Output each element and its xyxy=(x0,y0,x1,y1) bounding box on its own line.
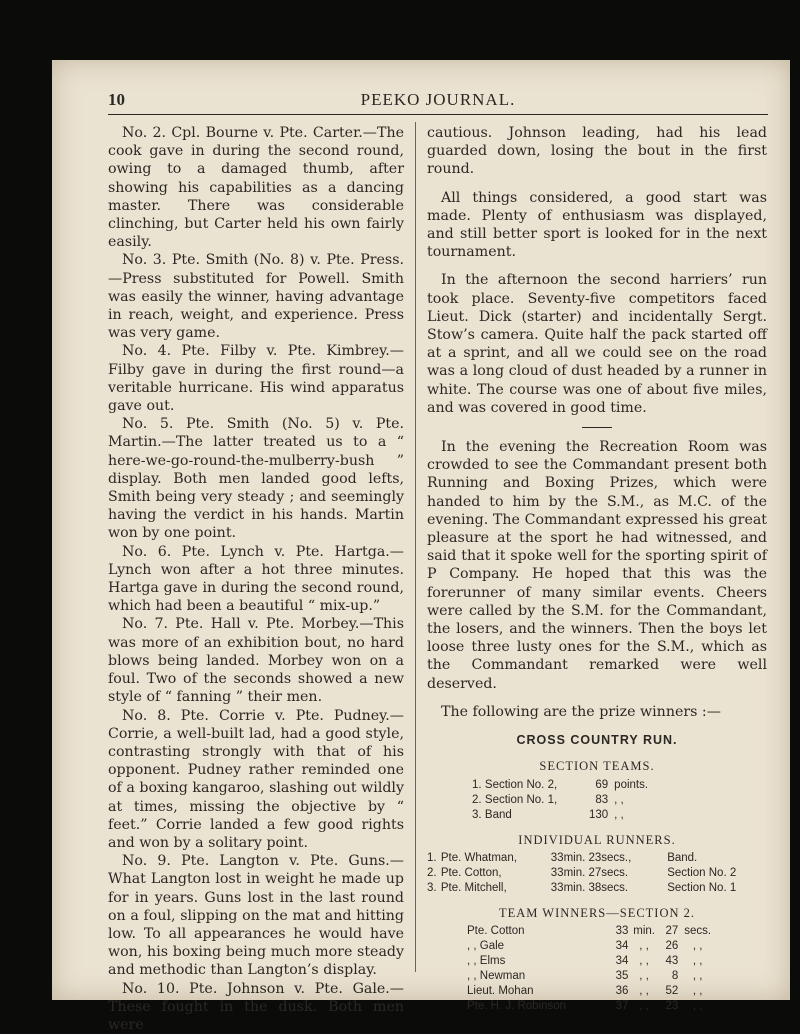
seconds: 27 xyxy=(665,924,679,937)
body-paragraph: In the afternoon the second harriers’ run took place. Seventy-five competitors faced Lieut. Dick (starter) and incidentally Sergt. Stow’s camera. Quite half the pack started off at a sprint, and all we could see on the road was a long cloud of dust headed by a runner in white. The course was one of about five miles, and was covered in good time. xyxy=(427,272,767,416)
individual-runners-table xyxy=(427,851,767,896)
minutes-unit: min. xyxy=(633,924,655,937)
team-name: Section No. 1, xyxy=(484,793,558,806)
section-teams-table xyxy=(472,778,662,823)
minutes-unit: , , xyxy=(639,984,649,997)
seconds-unit: , , xyxy=(692,984,703,997)
table-row xyxy=(467,984,717,999)
table-row xyxy=(427,851,767,866)
points-unit: points. xyxy=(614,778,649,791)
bout-paragraph: No. 3. Pte. Smith (No. 8) v. Pte. Press.—Press substituted for Powell. Smith was easily the winner, having advantage in reach, weight, and experience. Press was very game. xyxy=(108,252,404,342)
body-paragraph: All things considered, a good start was made. Plenty of enthusiasm was displayed, and still better sport is looked for in the next tournament. xyxy=(427,189,767,261)
table-row xyxy=(467,924,717,939)
right-column xyxy=(427,124,767,1014)
bout-paragraph: No. 2. Cpl. Bourne v. Pte. Carter.—The cook gave in during the second round, owing to a damaged thumb, after showing his capabilities as a dancing master. There was considerable clinching, but Carter held his own fairly easily. xyxy=(108,125,404,251)
rank: 1. xyxy=(472,778,482,791)
runner-time: 33min. 38secs. xyxy=(550,881,629,894)
table-row xyxy=(472,778,662,793)
bout-paragraph: No. 4. Pte. Filby v. Pte. Kimbrey.—Filby gave in during the first round—a veritable hurricane. His wind apparatus gave out. xyxy=(108,343,404,415)
rank: 1. xyxy=(427,851,437,864)
seconds: 43 xyxy=(665,954,679,967)
table-row xyxy=(472,808,662,823)
left-column xyxy=(108,124,404,1034)
rank: 2. xyxy=(427,866,437,879)
minutes: 33 xyxy=(615,924,629,937)
minutes-unit: , , xyxy=(639,954,649,967)
runner-section: Section No. 2 xyxy=(667,866,737,879)
table-row xyxy=(472,793,662,808)
team-winners-table xyxy=(467,924,717,1014)
rank: 3. xyxy=(472,808,482,821)
member-name: Pte. Cotton xyxy=(467,924,525,937)
seconds-unit: , , xyxy=(692,954,703,967)
table-row xyxy=(427,866,767,881)
minutes: 34 xyxy=(615,939,629,952)
results-heading: CROSS COUNTRY RUN. xyxy=(516,733,678,748)
individual-runners-heading: INDIVIDUAL RUNNERS. xyxy=(518,832,676,847)
member-name: Lieut. Mohan xyxy=(467,984,534,997)
bout-paragraph: No. 7. Pte. Hall v. Pte. Morbey.—This was more of an exhibition bout, no hard blows being landed. Morbey won on a foul. Two of the seconds showed a new style of “ fanning ” their men. xyxy=(108,616,404,706)
body-paragraph: cautious. Johnson leading, had his lead guarded down, losing the bout in the first round. xyxy=(427,125,767,178)
body-paragraph: In the evening the Recreation Room was crowded to see the Commandant present both Running and Boxing Prizes, which were handed to him by the S.M., as M.C. of the evening. The Commandant expressed his great pleasure at the sport he had witnessed, and said that it spoke well for the sporting spirit of P Company. He hoped that this was the forerunner of many similar events. Cheers were called by the S.M. for the Commandant, the losers, and the winners. Then the boys let loose three lusty ones for the S.M., which as the Commandant remarked were well deserved. xyxy=(427,439,767,692)
rank: 2. xyxy=(472,793,482,806)
rank: 3. xyxy=(427,881,437,894)
runner-section: Band. xyxy=(667,851,698,864)
minutes: 37 xyxy=(615,999,629,1012)
journal-title: PEEKO JOURNAL. xyxy=(360,90,516,109)
minutes: 36 xyxy=(615,984,629,997)
runner-section: Section No. 1 xyxy=(667,881,737,894)
bout-paragraph: No. 5. Pte. Smith (No. 5) v. Pte. Martin.—The latter treated us to a “ here-we-go-round-the-mulberry-bush ” display. Both men landed good lefts, Smith being very steady ; and seemingly having the verdict in his hands. Martin won by one point. xyxy=(108,416,404,542)
minutes: 34 xyxy=(615,954,629,967)
seconds: 26 xyxy=(665,939,679,952)
runner-time: 33min. 23secs., xyxy=(550,851,632,864)
minutes-unit: , , xyxy=(639,999,649,1012)
team-name: Band xyxy=(484,808,512,821)
section-teams-heading: SECTION TEAMS. xyxy=(539,759,655,774)
body-paragraph: The following are the prize winners :— xyxy=(441,703,721,720)
points-unit: , , xyxy=(614,793,624,806)
team-winners-heading: TEAM WINNERS—SECTION 2. xyxy=(498,905,696,920)
member-name: Pte. H. J. Robinson xyxy=(467,999,567,1012)
member-name: , , Gale xyxy=(467,939,505,952)
table-row xyxy=(427,881,767,896)
bout-paragraph: No. 10. Pte. Johnson v. Pte. Gale.—These fought in the dusk. Both men were xyxy=(108,980,404,1033)
runner-name: Pte. Whatman, xyxy=(440,851,517,864)
bout-paragraph: No. 8. Pte. Corrie v. Pte. Pudney.—Corrie, a well-built lad, had a good style, contrasting strongly with that of his opponent. Pudney rather reminded one of a boxing kangaroo, slashing out wildly at times, missing the objective by “ feet.” Corrie landed a few good rights and won by a solitary point. xyxy=(108,707,404,851)
team-name: Section No. 2, xyxy=(484,778,558,791)
minutes-unit: , , xyxy=(639,969,649,982)
section-divider xyxy=(582,427,612,428)
bout-paragraph: No. 9. Pte. Langton v. Pte. Guns.—What Langton lost in weight he made up for in years. Guns lost in the last round on a foul, slipping on the mat and hitting low. To all appearances he would have won, his boxing being much more steady and methodic than Langton’s display. xyxy=(108,853,404,979)
seconds-unit: , , xyxy=(692,969,703,982)
seconds: 52 xyxy=(665,984,679,997)
seconds: 8 xyxy=(671,969,679,982)
table-row xyxy=(467,969,717,984)
seconds-unit: , , xyxy=(692,939,703,952)
table-row xyxy=(467,939,717,954)
points: 130 xyxy=(588,808,609,821)
points: 83 xyxy=(595,793,609,806)
column-divider xyxy=(415,122,416,972)
member-name: , , Newman xyxy=(467,969,526,982)
seconds: 23 xyxy=(665,999,679,1012)
page-header xyxy=(108,88,768,115)
minutes: 35 xyxy=(615,969,629,982)
points: 69 xyxy=(595,778,609,791)
runner-name: Pte. Cotton, xyxy=(440,866,502,879)
points-unit: , , xyxy=(614,808,624,821)
member-name: , , Elms xyxy=(467,954,506,967)
table-row xyxy=(467,954,717,969)
runner-time: 33min. 27secs. xyxy=(550,866,629,879)
results-block xyxy=(427,731,767,1014)
page-number: 10 xyxy=(108,90,125,109)
runner-name: Pte. Mitchell, xyxy=(440,881,507,894)
journal-page xyxy=(52,60,790,1033)
minutes-unit: , , xyxy=(639,939,649,952)
seconds-unit: , , xyxy=(692,999,703,1012)
seconds-unit: secs. xyxy=(684,924,712,937)
bout-paragraph: No. 6. Pte. Lynch v. Pte. Hartga.—Lynch won after a hot three minutes. Hartga gave in during the second round, which had been a beautiful “ mix-up.” xyxy=(108,543,404,615)
